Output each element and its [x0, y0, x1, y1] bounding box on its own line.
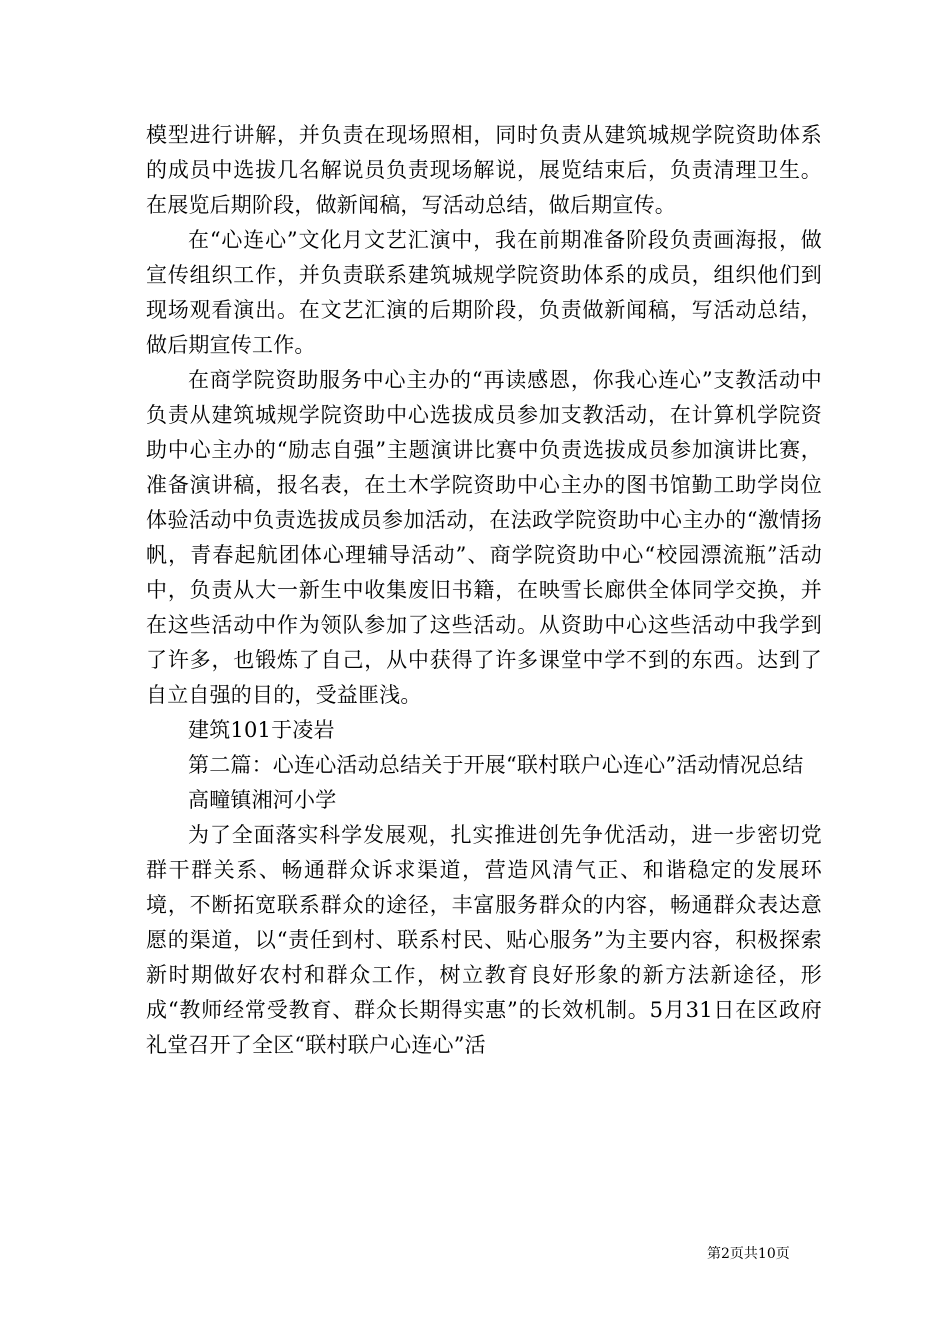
paragraph-2: 在“心连心”文化月文艺汇演中，我在前期准备阶段负责画海报，做宣传组织工作，并负责联系建筑城规学院资助体系的成员，组织他们到现场观看演出。在文艺汇演的后期阶段，负责做新闻稿，写活动总结，做后期宣传工作。 — [146, 228, 822, 357]
school-name: 高疃镇湘河小学 — [188, 788, 337, 812]
section-heading: 第二篇：心连心活动总结关于开展“联村联户心连心”活动情况总结 — [188, 753, 804, 777]
author-line: 建筑101于凌岩 — [188, 718, 335, 742]
paragraph-1: 模型进行讲解，并负责在现场照相，同时负责从建筑城规学院资助体系的成员中选拔几名解说员负责现场解说，展览结束后，负责清理卫生。在展览后期阶段，做新闻稿，写活动总结，做后期宣传。 — [146, 123, 822, 217]
document-body — [146, 118, 822, 1063]
paragraph-7: 为了全面落实科学发展观，扎实推进创先争优活动，进一步密切党群干群关系、畅通群众诉求渠道，营造风清气正、和谐稳定的发展环境，不断拓宽联系群众的途径，丰富服务群众的内容，畅通群众表达意愿的渠道，以“责任到村、联系村民、贴心服务”为主要内容，积极探索新时期做好农村和群众工作，树立教育良好形象的新方法新途径，形成“教师经常受教育、群众长期得实惠”的长效机制。5月31日在区政府礼堂召开了全区“联村联户心连心”活 — [146, 823, 822, 1057]
page-number-footer: 第2页共10页 — [707, 1246, 790, 1262]
paragraph-3: 在商学院资助服务中心主办的“再读感恩，你我心连心”支教活动中负责从建筑城规学院资助中心选拔成员参加支教活动，在计算机学院资助中心主办的“励志自强”主题演讲比赛中负责选拔成员参加演讲比赛，准备演讲稿，报名表，在土木学院资助中心主办的图书馆勤工助学岗位体验活动中负责选拔成员参加活动，在法政学院资助中心主办的“激情扬帆，青春起航团体心理辅导活动”、商学院资助中心“校园漂流瓶”活动中，负责从大一新生中收集废旧书籍，在映雪长廊供全体同学交换，并在这些活动中作为领队参加了这些活动。从资助中心这些活动中我学到了许多，也锻炼了自己，从中获得了许多课堂中学不到的东西。达到了自立自强的目的，受益匪浅。 — [146, 368, 822, 707]
